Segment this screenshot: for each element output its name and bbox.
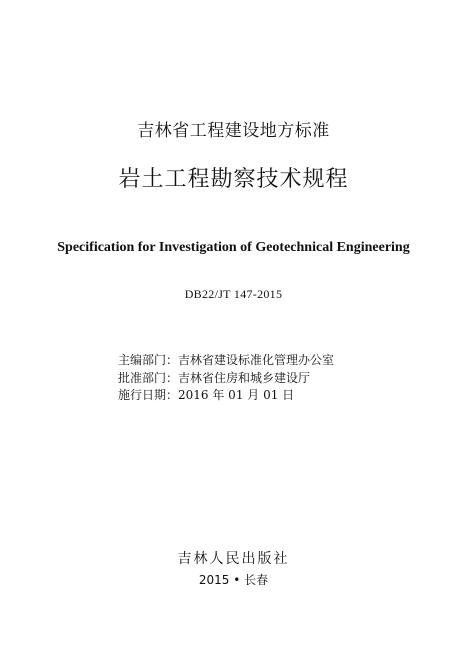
info-row-effective-date — [118, 387, 334, 405]
document-title-chinese: 岩土工程勘察技术规程 — [118, 167, 349, 192]
info-value: 吉林省住房和城乡建设厅 — [178, 370, 311, 385]
info-label: 主编部门： — [118, 353, 179, 367]
info-value: 2016 年 01 月 01 日 — [178, 388, 295, 402]
publisher-name: 吉林人民出版社 — [177, 551, 290, 567]
standard-code: DB22/JT 147-2015 — [184, 287, 283, 301]
info-row-editor — [118, 352, 334, 370]
issuing-info-block — [118, 352, 334, 405]
publication-year-place: 2015 • 长春 — [198, 573, 269, 587]
info-label: 批准部门： — [118, 370, 179, 385]
info-label: 施行日期： — [118, 388, 179, 402]
standard-type-heading: 吉林省工程建设地方标准 — [137, 121, 330, 141]
info-row-approver — [118, 370, 334, 388]
info-value: 吉林省建设标准化管理办公室 — [178, 353, 335, 367]
document-title-english: Specification for Investigation of Geotechnical Engineering — [57, 240, 410, 255]
